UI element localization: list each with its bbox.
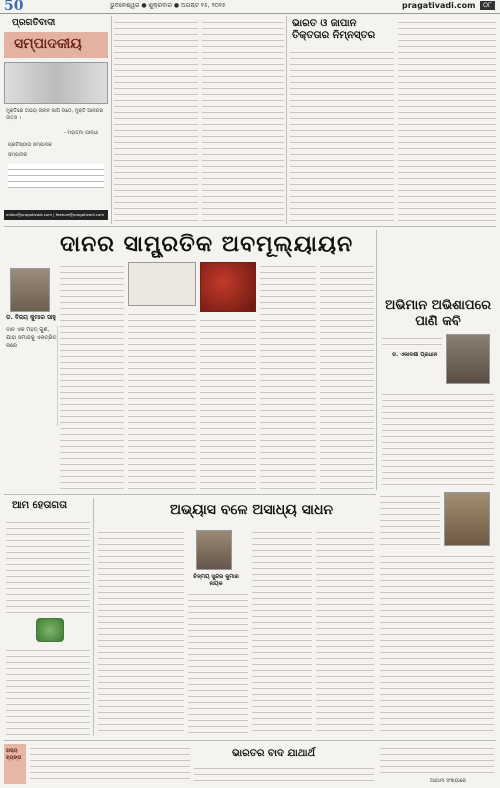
section-divider [4, 494, 376, 495]
gift-box-image [200, 262, 256, 312]
center-author-photo [196, 530, 232, 570]
bottom-center-title: ଭାରତର ବାଦ ଯାଥାର୍ଥ [232, 748, 315, 759]
right-article-headline: ଅଭିମାନ ଅଭିଶାପରେ ପାଣି କବି [385, 298, 491, 329]
site-url[interactable]: pragativadi.com [402, 1, 476, 10]
bottom-left-label-text: ହାସ୍ୟ ବ୍ୟଙ୍ଗ [6, 748, 22, 761]
highlight-box [128, 262, 196, 306]
editorial-brand-box [4, 18, 108, 218]
bottom-center-body [194, 764, 374, 784]
center-lower-body [98, 528, 184, 736]
main-body-text [260, 262, 316, 490]
editorial-body-text [202, 18, 284, 223]
center-lower-body [316, 528, 374, 736]
section-title: ସମ୍ପାଦକୀୟ [14, 36, 82, 52]
masthead-date: ଭୁବନେଶ୍ୱର ● ଶୁକ୍ରବାର ● ଅଗଷ୍ଟ ୧୫, ୨୦୨୫ [110, 2, 226, 9]
lower-left-body [6, 518, 90, 618]
bottom-right-body [380, 744, 494, 776]
column-divider [286, 16, 287, 224]
column-divider [376, 230, 377, 490]
footer-right-note: ଆଗାମୀ ସଂଖ୍ୟାରେ [430, 778, 467, 784]
contact-emails[interactable]: editor@pragativadi.com | feature@pragativadi.com [6, 212, 105, 217]
right-author-photo [446, 334, 490, 384]
main-headline: ଦାନର ସାମ୍ପ୍ରତିକ ଅବମୂଲ୍ୟାୟନ [60, 232, 354, 257]
top-right-body [290, 48, 394, 223]
right-body-text [382, 390, 494, 490]
main-body-text [200, 316, 256, 490]
main-body-text [128, 310, 196, 490]
editorial-body-text [114, 18, 198, 223]
quote-author: - ମହାତ୍ମା ଗାନ୍ଧୀ [64, 130, 99, 136]
gandhi-portrait [4, 62, 108, 104]
page-number: ୦୮ [480, 1, 495, 10]
right-author: ଡ. ଏକାଦଶୀ ପ୍ରଧାନ [392, 352, 438, 358]
anniversary-logo: 50 [4, 0, 24, 14]
lotus-illustration [36, 618, 64, 642]
center-lower-body [188, 590, 248, 736]
right-poem-text [382, 334, 442, 350]
newspaper-name: ପ୍ରଗତିବାଦୀ [12, 18, 56, 28]
masthead [0, 0, 500, 14]
column-divider [93, 498, 94, 736]
lower-left-title: ଆମ ହେତାଗତା [12, 500, 68, 511]
center-lower-author: ଚିନ୍ମୟ ସୁନ୍ଦର କୁମାର ନାୟକ [193, 574, 239, 587]
right-lower-body [380, 552, 494, 736]
lower-left-body [6, 646, 90, 736]
main-body-text [320, 262, 374, 490]
pull-quote: ଦାନ ଏକ ମହତ୍ ଗୁଣ, ଯାହା ସମାଜକୁ ଏକତ୍ରିତ କରେ [6, 326, 58, 426]
editor-line: ସମ୍ପାଦକ [8, 152, 28, 158]
right-lower-body [380, 492, 440, 548]
main-author: ଡ. ବିଜୟ କୁମାର ସାହୁ [6, 314, 56, 321]
bottom-left-body [30, 744, 190, 784]
center-lower-body [252, 528, 312, 736]
right-lower-photo [444, 492, 490, 546]
top-right-body [398, 18, 496, 223]
founder-line: ପ୍ରତିଷ୍ଠାତା ସମ୍ପାଦକ [8, 142, 52, 148]
top-right-article-title: ଭାରତ ଓ ଜାପାନ ତିକ୍ତତାର ନିମ୍ନସ୍ତର [292, 18, 376, 41]
center-lower-headline: ଅଭ୍ୟାସ ବଳେ ଅସାଧ୍ୟ ସାଧନ [170, 502, 334, 518]
section-divider [4, 740, 496, 741]
section-divider [4, 226, 496, 227]
main-body-text [60, 262, 124, 490]
author-photo [10, 268, 50, 312]
quote-text: ମୁକ୍ତିରେ ଅଭୟ ଜୀବନ ଜାଗି ଉଠେ, ମୁକ୍ତି ଆନନ୍ଦର ଉତ୍ସ । [6, 108, 104, 121]
editor-name-block [8, 164, 104, 188]
column-divider [111, 16, 112, 224]
